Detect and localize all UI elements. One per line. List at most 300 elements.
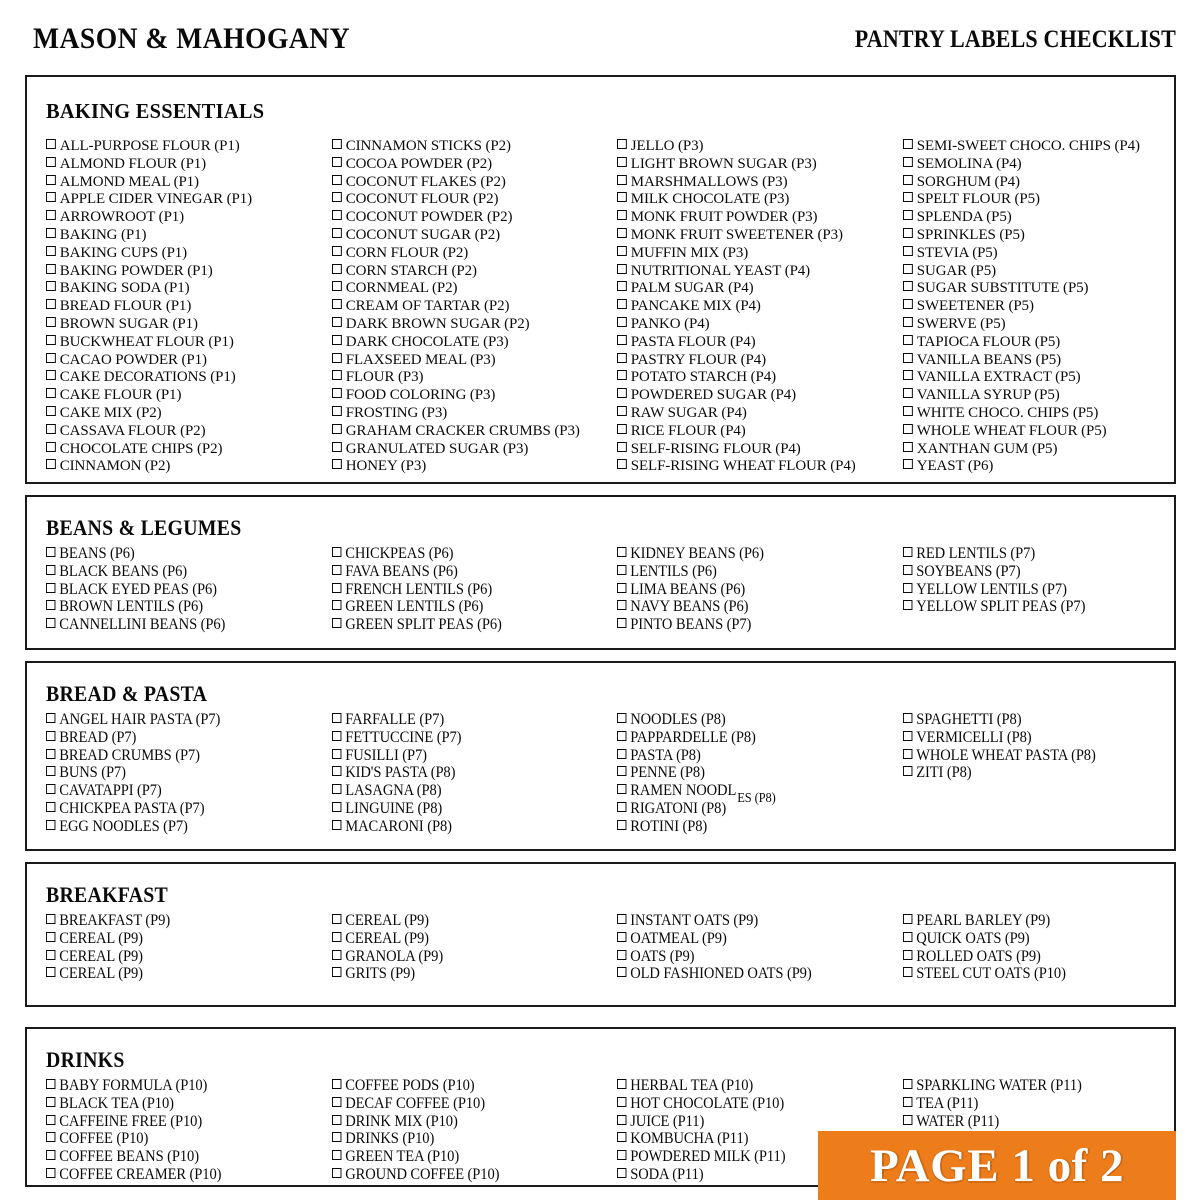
checklist-item[interactable] — [617, 173, 856, 191]
checklist-item[interactable] — [46, 1113, 221, 1131]
checklist-item[interactable] — [617, 244, 856, 262]
checkbox-icon[interactable] — [332, 139, 342, 149]
checkbox-icon[interactable] — [617, 749, 626, 759]
checklist-item[interactable] — [617, 711, 756, 729]
checkbox-icon[interactable] — [332, 264, 342, 274]
checkbox-icon[interactable] — [617, 192, 627, 202]
checklist-item[interactable] — [617, 912, 812, 930]
checklist-item[interactable] — [46, 581, 225, 599]
checkbox-icon[interactable] — [903, 547, 912, 557]
checkbox-icon[interactable] — [46, 713, 55, 723]
checkbox-icon[interactable] — [46, 139, 56, 149]
checkbox-icon[interactable] — [332, 749, 341, 759]
checklist-item[interactable] — [332, 729, 461, 747]
checklist-item[interactable] — [903, 965, 1066, 983]
checklist-item[interactable] — [617, 545, 764, 563]
checkbox-icon[interactable] — [903, 228, 913, 238]
checklist-item[interactable] — [617, 965, 812, 983]
checkbox-icon[interactable] — [617, 264, 627, 274]
checkbox-icon[interactable] — [903, 442, 913, 452]
checklist-item[interactable] — [617, 404, 856, 422]
checkbox-icon[interactable] — [332, 459, 342, 469]
checkbox-icon[interactable] — [903, 459, 913, 469]
checklist-item[interactable] — [332, 563, 502, 581]
checklist-item[interactable] — [903, 333, 1140, 351]
checkbox-icon[interactable] — [332, 299, 342, 309]
checkbox-icon[interactable] — [46, 1150, 55, 1160]
checklist-item[interactable] — [903, 386, 1140, 404]
checkbox-icon[interactable] — [332, 1097, 341, 1107]
checklist-item[interactable] — [46, 912, 170, 930]
checklist-item[interactable] — [46, 422, 252, 440]
checkbox-icon[interactable] — [332, 565, 341, 575]
checkbox-icon[interactable] — [46, 388, 56, 398]
checkbox-icon[interactable] — [46, 335, 56, 345]
checklist-item[interactable] — [46, 173, 252, 191]
checkbox-icon[interactable] — [332, 175, 342, 185]
checkbox-icon[interactable] — [46, 547, 55, 557]
checklist-item[interactable] — [332, 818, 461, 836]
checkbox-icon[interactable] — [332, 1150, 341, 1160]
checklist-item[interactable] — [46, 262, 252, 280]
checklist-item[interactable] — [332, 351, 580, 369]
checkbox-icon[interactable] — [332, 192, 342, 202]
checklist-item[interactable] — [617, 137, 856, 155]
checklist-item[interactable] — [617, 279, 856, 297]
checklist-item[interactable] — [617, 1095, 785, 1113]
checkbox-icon[interactable] — [903, 914, 912, 924]
checklist-item[interactable] — [617, 190, 856, 208]
checkbox-icon[interactable] — [332, 317, 342, 327]
checkbox-icon[interactable] — [332, 157, 342, 167]
checklist-item[interactable] — [46, 155, 252, 173]
checklist-item[interactable] — [332, 747, 461, 765]
checkbox-icon[interactable] — [332, 766, 341, 776]
checkbox-icon[interactable] — [903, 950, 912, 960]
checkbox-icon[interactable] — [617, 228, 627, 238]
checkbox-icon[interactable] — [617, 967, 626, 977]
checkbox-icon[interactable] — [617, 1168, 626, 1178]
checkbox-icon[interactable] — [46, 583, 55, 593]
checkbox-icon[interactable] — [46, 731, 55, 741]
checkbox-icon[interactable] — [46, 565, 55, 575]
checklist-item[interactable] — [46, 545, 225, 563]
checklist-item[interactable] — [46, 563, 225, 581]
checkbox-icon[interactable] — [903, 424, 913, 434]
checkbox-icon[interactable] — [332, 950, 341, 960]
checkbox-icon[interactable] — [46, 967, 55, 977]
checklist-item[interactable] — [617, 764, 756, 782]
checklist-item[interactable] — [332, 190, 580, 208]
checkbox-icon[interactable] — [46, 950, 55, 960]
checkbox-icon[interactable] — [332, 335, 342, 345]
checkbox-icon[interactable] — [46, 784, 55, 794]
checklist-item[interactable] — [332, 155, 580, 173]
checklist-item[interactable] — [903, 279, 1140, 297]
checklist-item[interactable] — [332, 244, 580, 262]
checkbox-icon[interactable] — [332, 1079, 341, 1089]
checklist-item[interactable] — [332, 297, 580, 315]
checkbox-icon[interactable] — [332, 353, 342, 363]
checkbox-icon[interactable] — [903, 210, 913, 220]
checkbox-icon[interactable] — [903, 565, 912, 575]
checkbox-icon[interactable] — [332, 784, 341, 794]
checkbox-icon[interactable] — [617, 1132, 626, 1142]
checklist-item[interactable] — [617, 1077, 785, 1095]
checklist-item[interactable] — [46, 711, 220, 729]
checklist-item[interactable] — [46, 333, 252, 351]
checklist-item[interactable] — [332, 1130, 499, 1148]
checklist-item[interactable] — [903, 948, 1066, 966]
checklist-item[interactable] — [903, 297, 1140, 315]
checklist-item[interactable] — [332, 315, 580, 333]
checkbox-icon[interactable] — [46, 210, 56, 220]
checklist-item[interactable] — [46, 244, 252, 262]
checklist-item[interactable] — [903, 764, 1096, 782]
checkbox-icon[interactable] — [617, 950, 626, 960]
checklist-item[interactable] — [617, 155, 856, 173]
checkbox-icon[interactable] — [903, 967, 912, 977]
checkbox-icon[interactable] — [46, 442, 56, 452]
checklist-item[interactable] — [903, 208, 1140, 226]
checkbox-icon[interactable] — [903, 932, 912, 942]
checklist-item[interactable] — [903, 404, 1140, 422]
checkbox-icon[interactable] — [617, 600, 626, 610]
checklist-item[interactable] — [332, 965, 443, 983]
checkbox-icon[interactable] — [903, 246, 913, 256]
checklist-item[interactable] — [332, 598, 502, 616]
checkbox-icon[interactable] — [332, 731, 341, 741]
checklist-item[interactable] — [46, 386, 252, 404]
checklist-item[interactable] — [46, 800, 220, 818]
checklist-item[interactable] — [332, 333, 580, 351]
checklist-item[interactable] — [46, 1077, 221, 1095]
checkbox-icon[interactable] — [617, 459, 627, 469]
checkbox-icon[interactable] — [46, 299, 56, 309]
checkbox-icon[interactable] — [617, 618, 626, 628]
checkbox-icon[interactable] — [46, 932, 55, 942]
checklist-item[interactable] — [903, 262, 1140, 280]
checklist-item[interactable] — [332, 1113, 499, 1131]
checklist-item[interactable] — [332, 1077, 499, 1095]
checklist-item[interactable] — [617, 1130, 785, 1148]
checklist-item[interactable] — [332, 545, 502, 563]
checkbox-icon[interactable] — [332, 802, 341, 812]
checklist-item[interactable] — [617, 948, 812, 966]
checklist-item[interactable] — [617, 747, 756, 765]
checkbox-icon[interactable] — [903, 1079, 912, 1089]
checkbox-icon[interactable] — [617, 210, 627, 220]
checkbox-icon[interactable] — [332, 914, 341, 924]
checklist-item[interactable] — [903, 244, 1140, 262]
checklist-item[interactable] — [332, 1148, 499, 1166]
checklist-item[interactable] — [903, 747, 1096, 765]
checkbox-icon[interactable] — [332, 406, 342, 416]
checkbox-icon[interactable] — [903, 600, 912, 610]
checkbox-icon[interactable] — [46, 820, 55, 830]
checklist-item[interactable] — [903, 190, 1140, 208]
checkbox-icon[interactable] — [617, 1115, 626, 1125]
checkbox-icon[interactable] — [332, 1168, 341, 1178]
checklist-item[interactable] — [46, 190, 252, 208]
checklist-item[interactable] — [46, 764, 220, 782]
checklist-item[interactable] — [46, 137, 252, 155]
checklist-item[interactable] — [903, 711, 1096, 729]
checkbox-icon[interactable] — [903, 139, 913, 149]
checkbox-icon[interactable] — [617, 281, 627, 291]
checkbox-icon[interactable] — [617, 547, 626, 557]
checkbox-icon[interactable] — [903, 192, 913, 202]
checkbox-icon[interactable] — [617, 157, 627, 167]
checklist-item[interactable] — [903, 155, 1140, 173]
checklist-item[interactable] — [617, 440, 856, 458]
checkbox-icon[interactable] — [46, 406, 56, 416]
checkbox-icon[interactable] — [903, 370, 913, 380]
checkbox-icon[interactable] — [46, 459, 56, 469]
checkbox-icon[interactable] — [46, 370, 56, 380]
checkbox-icon[interactable] — [46, 246, 56, 256]
checklist-item[interactable] — [617, 262, 856, 280]
checkbox-icon[interactable] — [46, 228, 56, 238]
checklist-item[interactable] — [617, 1148, 785, 1166]
checklist-item[interactable] — [903, 440, 1140, 458]
checkbox-icon[interactable] — [332, 424, 342, 434]
checkbox-icon[interactable] — [903, 713, 912, 723]
checkbox-icon[interactable] — [617, 731, 626, 741]
checkbox-icon[interactable] — [617, 766, 626, 776]
checkbox-icon[interactable] — [903, 1115, 912, 1125]
checkbox-icon[interactable] — [617, 802, 626, 812]
checkbox-icon[interactable] — [903, 766, 912, 776]
checkbox-icon[interactable] — [332, 932, 341, 942]
checkbox-icon[interactable] — [617, 583, 626, 593]
checkbox-icon[interactable] — [46, 317, 56, 327]
checklist-item[interactable] — [903, 930, 1066, 948]
checkbox-icon[interactable] — [46, 157, 56, 167]
checklist-item[interactable] — [617, 226, 856, 244]
checklist-item[interactable] — [617, 1166, 785, 1184]
checkbox-icon[interactable] — [332, 820, 341, 830]
checkbox-icon[interactable] — [617, 932, 626, 942]
checklist-item[interactable] — [332, 782, 461, 800]
checklist-item[interactable] — [46, 208, 252, 226]
checklist-item[interactable] — [903, 1095, 1082, 1113]
checklist-item[interactable] — [903, 457, 1140, 475]
checkbox-icon[interactable] — [332, 713, 341, 723]
checkbox-icon[interactable] — [332, 600, 341, 610]
checklist-item[interactable] — [617, 598, 764, 616]
checkbox-icon[interactable] — [617, 370, 627, 380]
checklist-item[interactable] — [903, 137, 1140, 155]
checkbox-icon[interactable] — [332, 967, 341, 977]
checklist-item[interactable] — [903, 351, 1140, 369]
checklist-item[interactable] — [617, 297, 856, 315]
checkbox-icon[interactable] — [332, 228, 342, 238]
checkbox-icon[interactable] — [46, 766, 55, 776]
checklist-item[interactable] — [46, 404, 252, 422]
checkbox-icon[interactable] — [903, 583, 912, 593]
checkbox-icon[interactable] — [46, 1079, 55, 1089]
checkbox-icon[interactable] — [332, 210, 342, 220]
checklist-item[interactable] — [617, 333, 856, 351]
checkbox-icon[interactable] — [903, 157, 913, 167]
checklist-item[interactable] — [903, 563, 1085, 581]
checklist-item[interactable] — [332, 279, 580, 297]
checkbox-icon[interactable] — [617, 299, 627, 309]
checklist-item[interactable] — [332, 226, 580, 244]
checkbox-icon[interactable] — [46, 1115, 55, 1125]
checklist-item[interactable] — [617, 368, 856, 386]
checklist-item[interactable] — [46, 729, 220, 747]
checklist-item[interactable] — [617, 729, 756, 747]
checklist-item[interactable] — [617, 581, 764, 599]
checkbox-icon[interactable] — [617, 1150, 626, 1160]
checklist-item[interactable] — [332, 404, 580, 422]
checklist-item[interactable] — [617, 818, 756, 836]
checklist-item[interactable] — [903, 422, 1140, 440]
checkbox-icon[interactable] — [332, 442, 342, 452]
checkbox-icon[interactable] — [332, 370, 342, 380]
checklist-item[interactable] — [903, 598, 1085, 616]
checkbox-icon[interactable] — [617, 335, 627, 345]
checkbox-icon[interactable] — [617, 139, 627, 149]
checklist-item[interactable] — [332, 616, 502, 634]
checklist-item[interactable] — [46, 948, 170, 966]
checkbox-icon[interactable] — [903, 281, 913, 291]
checkbox-icon[interactable] — [903, 749, 912, 759]
checklist-item[interactable] — [332, 800, 461, 818]
checkbox-icon[interactable] — [617, 406, 627, 416]
checklist-item[interactable] — [46, 1166, 221, 1184]
checklist-item[interactable] — [903, 315, 1140, 333]
checkbox-icon[interactable] — [903, 264, 913, 274]
checklist-item[interactable] — [46, 297, 252, 315]
checklist-item[interactable] — [332, 173, 580, 191]
checklist-item[interactable] — [332, 137, 580, 155]
checkbox-icon[interactable] — [332, 281, 342, 291]
checkbox-icon[interactable] — [903, 335, 913, 345]
checkbox-icon[interactable] — [332, 1115, 341, 1125]
checkbox-icon[interactable] — [617, 1079, 626, 1089]
checklist-item[interactable] — [332, 457, 580, 475]
checklist-item[interactable] — [617, 386, 856, 404]
checklist-item[interactable] — [617, 616, 764, 634]
checkbox-icon[interactable] — [903, 175, 913, 185]
checklist-item[interactable] — [903, 226, 1140, 244]
checklist-item[interactable] — [903, 729, 1096, 747]
checklist-item[interactable] — [332, 581, 502, 599]
checklist-item[interactable] — [46, 315, 252, 333]
checklist-item[interactable] — [332, 368, 580, 386]
checklist-item[interactable] — [617, 782, 776, 806]
checkbox-icon[interactable] — [332, 583, 341, 593]
checkbox-icon[interactable] — [332, 547, 341, 557]
checklist-item[interactable] — [617, 1113, 785, 1131]
checkbox-icon[interactable] — [903, 406, 913, 416]
checkbox-icon[interactable] — [46, 1132, 55, 1142]
checklist-item[interactable] — [617, 800, 756, 818]
checklist-item[interactable] — [617, 563, 764, 581]
checklist-item[interactable] — [46, 598, 225, 616]
checkbox-icon[interactable] — [46, 1168, 55, 1178]
checkbox-icon[interactable] — [617, 1097, 626, 1107]
checkbox-icon[interactable] — [903, 1097, 912, 1107]
checklist-item[interactable] — [903, 581, 1085, 599]
checklist-item[interactable] — [332, 208, 580, 226]
checklist-item[interactable] — [46, 457, 252, 475]
checkbox-icon[interactable] — [617, 353, 627, 363]
checklist-item[interactable] — [332, 930, 443, 948]
checklist-item[interactable] — [332, 1166, 499, 1184]
checkbox-icon[interactable] — [332, 1132, 341, 1142]
checklist-item[interactable] — [903, 1113, 1082, 1131]
checklist-item[interactable] — [332, 711, 461, 729]
checkbox-icon[interactable] — [46, 353, 56, 363]
checklist-item[interactable] — [617, 422, 856, 440]
checkbox-icon[interactable] — [332, 618, 341, 628]
checkbox-icon[interactable] — [617, 246, 627, 256]
checkbox-icon[interactable] — [332, 388, 342, 398]
checkbox-icon[interactable] — [46, 600, 55, 610]
checkbox-icon[interactable] — [903, 731, 912, 741]
checklist-item[interactable] — [332, 912, 443, 930]
checklist-item[interactable] — [46, 616, 225, 634]
checklist-item[interactable] — [332, 1095, 499, 1113]
checkbox-icon[interactable] — [46, 914, 55, 924]
checklist-item[interactable] — [617, 457, 856, 475]
checkbox-icon[interactable] — [46, 281, 56, 291]
checklist-item[interactable] — [332, 386, 580, 404]
checklist-item[interactable] — [46, 1095, 221, 1113]
checklist-item[interactable] — [46, 930, 170, 948]
checklist-item[interactable] — [46, 818, 220, 836]
checklist-item[interactable] — [617, 208, 856, 226]
checkbox-icon[interactable] — [46, 192, 56, 202]
checklist-item[interactable] — [46, 368, 252, 386]
checkbox-icon[interactable] — [617, 442, 627, 452]
checklist-item[interactable] — [617, 351, 856, 369]
checklist-item[interactable] — [332, 262, 580, 280]
checkbox-icon[interactable] — [332, 246, 342, 256]
checklist-item[interactable] — [617, 930, 812, 948]
checkbox-icon[interactable] — [46, 424, 56, 434]
checkbox-icon[interactable] — [617, 175, 627, 185]
checklist-item[interactable] — [46, 279, 252, 297]
checklist-item[interactable] — [46, 226, 252, 244]
checkbox-icon[interactable] — [617, 424, 627, 434]
checklist-item[interactable] — [903, 545, 1085, 563]
checklist-item[interactable] — [903, 173, 1140, 191]
checkbox-icon[interactable] — [903, 317, 913, 327]
checkbox-icon[interactable] — [903, 388, 913, 398]
checklist-item[interactable] — [46, 351, 252, 369]
checklist-item[interactable] — [903, 1077, 1082, 1095]
checklist-item[interactable] — [46, 747, 220, 765]
checkbox-icon[interactable] — [617, 388, 627, 398]
checkbox-icon[interactable] — [617, 784, 626, 794]
checklist-item[interactable] — [46, 782, 220, 800]
checklist-item[interactable] — [332, 948, 443, 966]
checkbox-icon[interactable] — [617, 565, 626, 575]
checklist-item[interactable] — [617, 315, 856, 333]
checklist-item[interactable] — [332, 764, 461, 782]
checkbox-icon[interactable] — [46, 802, 55, 812]
checklist-item[interactable] — [903, 368, 1140, 386]
checkbox-icon[interactable] — [46, 175, 56, 185]
checklist-item[interactable] — [46, 1148, 221, 1166]
checkbox-icon[interactable] — [46, 618, 55, 628]
checkbox-icon[interactable] — [617, 713, 626, 723]
